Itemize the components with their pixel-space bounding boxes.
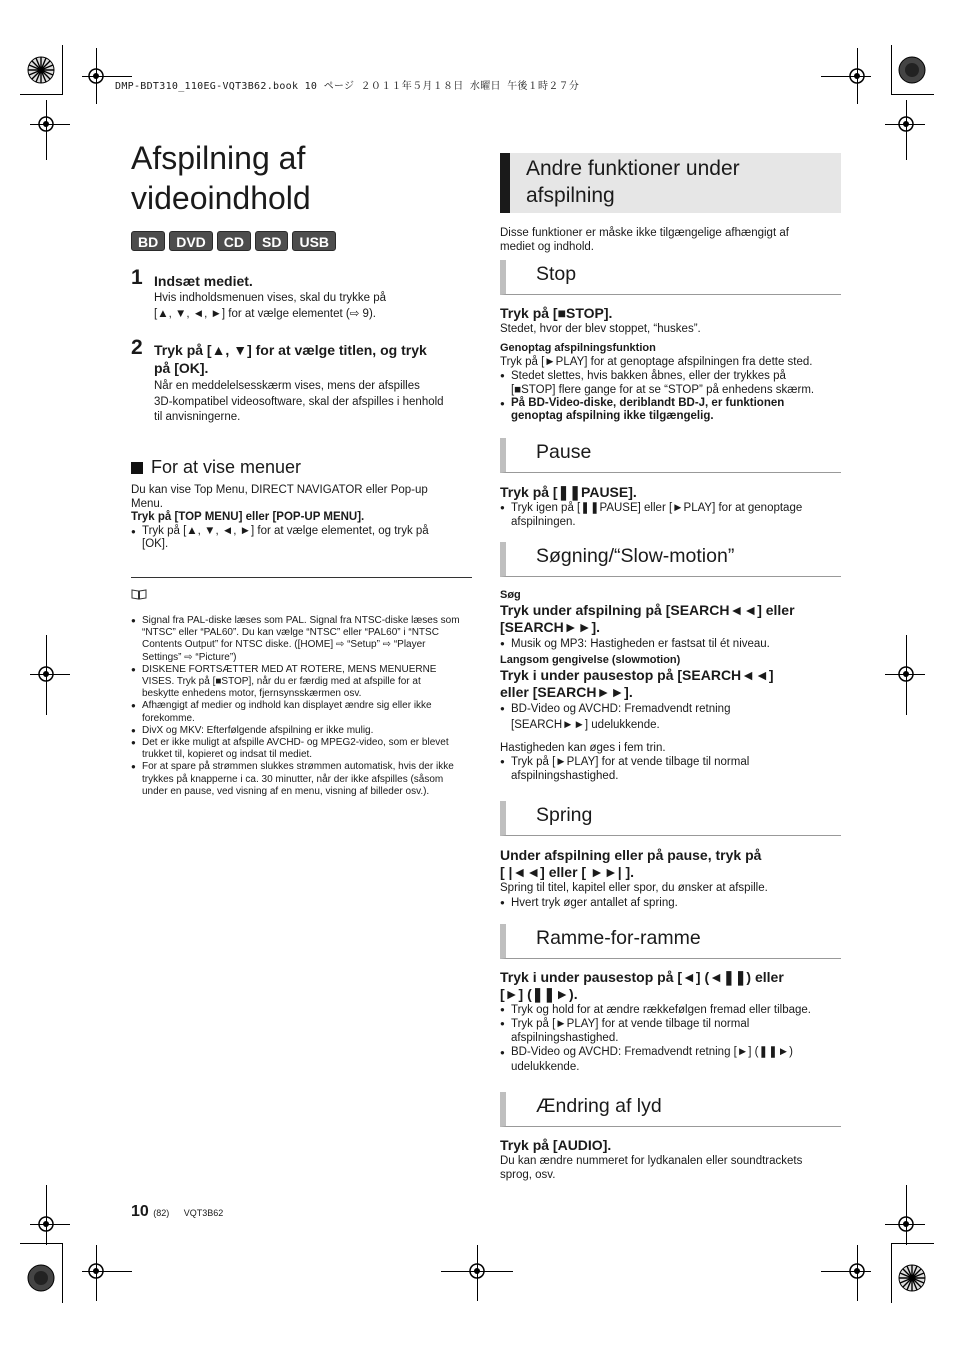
text-line: Genoptag afspilningsfunktion xyxy=(500,342,656,354)
text-line: ● Tryk på [►PLAY] for at vende tilbage til normal xyxy=(511,1018,750,1030)
text-line: ● BD-Video og AVCHD: Fremadvendt retning xyxy=(511,703,731,715)
text-line: Når en meddelelsesskærm vises, mens der afspilles xyxy=(154,380,420,392)
registration-mark-icon xyxy=(33,111,59,137)
text-line: Tryk i under pausestop på [◄] (◄❚❚) eller xyxy=(500,969,784,985)
color-target-icon xyxy=(898,1264,926,1292)
step-2-text xyxy=(154,379,474,426)
color-target-icon xyxy=(898,56,926,84)
skip-heading xyxy=(500,801,841,836)
text-line: afspilningshastighed. xyxy=(511,770,619,782)
step-2-number: 2 xyxy=(131,336,143,359)
step-2-heading xyxy=(154,341,474,377)
list-item xyxy=(500,501,845,529)
registration-mark-icon xyxy=(893,661,919,687)
text-line: ● Signal fra PAL-diske læses som PAL. Signal fra NTSC-diske læses som xyxy=(142,615,460,626)
frame-heading xyxy=(500,924,841,959)
text-line: Tryk på [TOP MENU] eller [POP-UP MENU]. xyxy=(131,511,365,523)
page-number xyxy=(131,1203,223,1221)
text-line: Hvis indholdsmenuen vises, skal du trykke på xyxy=(154,292,387,304)
text-line: trukket til, kopieret og indsat til mediet. xyxy=(142,749,313,761)
step-1-text xyxy=(154,291,474,322)
text-line: [SEARCH►►] udelukkende. xyxy=(511,719,660,731)
badge-bd: BD xyxy=(131,231,165,251)
registration-mark-icon xyxy=(33,661,59,687)
text-line: Settings” ⇨ “Picture”) xyxy=(142,651,237,663)
text-line: under en pause, ved visning af en menu, visning af billeder osv.). xyxy=(142,785,430,797)
note-item xyxy=(131,761,472,798)
list-item xyxy=(500,369,845,397)
text-line: ● Tryk på [►PLAY] for at vende tilbage til normal xyxy=(511,756,750,768)
list-item: ● Musik og MP3: Hastigheden er fastsat til ét niveau. xyxy=(500,636,845,652)
text-line: ● BD-Video og AVCHD: Fremadvendt retning [►] (❚❚►) xyxy=(511,1046,793,1058)
note-item xyxy=(131,737,472,761)
search-heading-text: Søgning/“Slow-motion” xyxy=(536,545,735,567)
text-line: Stedet, hvor der blev stoppet, “huskes”. xyxy=(500,323,701,335)
audio-heading xyxy=(500,1092,841,1127)
text-line: sprog, osv. xyxy=(500,1169,556,1181)
registration-mark-icon xyxy=(83,1258,109,1284)
skip-content xyxy=(500,847,845,911)
registration-mark-icon xyxy=(893,1211,919,1237)
document-code: VQT3B62 xyxy=(183,1208,224,1218)
text-line: ● Det er ikke muligt at afspille AVCHD- og MPEG2-video, som er blevet xyxy=(142,737,449,749)
text-line: Tryk under afspilning på [SEARCH◄◄] eller xyxy=(500,602,795,618)
list-item xyxy=(500,1045,845,1075)
frame-content xyxy=(500,969,845,1075)
audio-content xyxy=(500,1137,845,1182)
text-line: afspilningshastighed. xyxy=(511,1032,619,1044)
text-line: Tryk på [►PLAY] for at genoptage afspilningen fra dette sted. xyxy=(500,356,813,368)
text-line: Contents Output” for NTSC diske. ([HOME] ⇨ “Setup” ⇨ “Player xyxy=(142,639,426,651)
text-line: afspilningen. xyxy=(511,516,576,528)
text-line: ● Stedet slettes, hvis bakken åbnes, eller der trykkes på xyxy=(511,370,786,382)
text-line: ● Tryk igen på [❚❚PAUSE] eller [►PLAY] for at genoptage xyxy=(511,502,803,514)
badge-usb: USB xyxy=(292,231,336,251)
text-line: ● DISKENE FORTSÆTTER MED AT ROTERE, MENS MENUERNE xyxy=(142,663,437,675)
text-line: Tryk på [AUDIO]. xyxy=(500,1137,612,1153)
note-item xyxy=(131,700,472,724)
stop-content xyxy=(500,305,845,423)
text-line: [OK]. xyxy=(142,538,169,550)
text-line: ● DivX og MKV: Efterfølgende afspilning er ikke mulig. xyxy=(142,724,374,736)
note-item xyxy=(131,725,472,737)
text-line: Hastigheden kan øges i fem trin. xyxy=(500,742,666,754)
search-content xyxy=(500,588,845,783)
text-line: [SEARCH►►]. xyxy=(500,619,601,635)
section-heading-text xyxy=(526,155,740,209)
text-line: udelukkende. xyxy=(511,1061,580,1073)
text-line: trykkes på knapperne i ca. 30 minutter, når der ikke afspilles (såsom xyxy=(142,773,444,785)
text-line: på [OK]. xyxy=(154,360,209,376)
text-line: eller [SEARCH►►]. xyxy=(500,684,633,700)
text-line: Tryk på [■STOP]. xyxy=(500,305,613,321)
registration-mark-icon xyxy=(33,1211,59,1237)
page-title-line1: Afspilning af xyxy=(131,140,306,176)
badge-sd: SD xyxy=(255,231,288,251)
text-line: Tryk på [❚❚PAUSE]. xyxy=(500,484,637,500)
text-line: [ |◄◄] eller [ ►►| ]. xyxy=(500,864,635,880)
registration-mark-icon xyxy=(464,1258,490,1284)
text-line: Spring til titel, kapitel eller spor, du ønsker at afspille. xyxy=(500,882,768,894)
badge-dvd: DVD xyxy=(169,231,213,251)
menus-text xyxy=(131,484,472,552)
section-heading xyxy=(500,153,841,213)
text-line: [▲, ▼, ◄, ►] for at vælge elementet (⇨ 9). xyxy=(154,307,376,320)
text-line: Andre funktioner under xyxy=(526,157,740,180)
text-line: afspilning xyxy=(526,184,615,207)
text-line: mediet og indhold. xyxy=(500,241,594,253)
page-title xyxy=(131,138,451,218)
list-item xyxy=(500,755,845,783)
registration-mark-icon xyxy=(844,63,870,89)
text-line: forekomme. xyxy=(142,712,195,724)
text-line: [■STOP] flere gange for at se “STOP” på enhedens skærm. xyxy=(511,384,815,396)
text-line: [►] (❚❚►). xyxy=(500,986,578,1002)
skip-heading-text: Spring xyxy=(536,804,593,826)
list-item xyxy=(500,397,845,423)
menus-heading xyxy=(131,457,301,478)
page-number-sub: (82) xyxy=(153,1208,170,1218)
text-line: “NTSC” eller “PAL60”. Du kan vælge “NTSC” eller “PAL60” i “NTSC xyxy=(142,627,439,639)
media-badges xyxy=(131,231,336,251)
stop-heading xyxy=(500,260,841,295)
text-line: Menu. xyxy=(131,497,163,510)
pause-heading xyxy=(500,438,841,473)
page-title-line2: videoindhold xyxy=(131,180,311,216)
badge-cd: CD xyxy=(217,231,251,251)
text-line: Tryk på [▲, ▼] for at vælge titlen, og tryk xyxy=(154,342,427,358)
step-1-number: 1 xyxy=(131,266,143,289)
text-line: Du kan ændre nummeret for lydkanalen eller soundtrackets xyxy=(500,1155,803,1167)
page-number-main: 10 xyxy=(131,1203,149,1220)
text-line: ● På BD-Video-diske, deriblandt BD-J, er funktionen xyxy=(511,397,785,409)
note-item xyxy=(131,664,472,701)
text-line: beskytte enhedens motor, fjernsynsskærmen osv. xyxy=(142,688,362,700)
text-line: ● For at spare på strømmen slukkes strømmen automatisk, hvis der ikke xyxy=(142,761,454,773)
text-line: Under afspilning eller på pause, tryk på xyxy=(500,847,762,863)
book-icon xyxy=(131,587,472,605)
stop-heading-text: Stop xyxy=(536,263,577,285)
text-line: Tryk i under pausestop på [SEARCH◄◄] xyxy=(500,667,774,683)
list-item xyxy=(500,701,845,733)
square-bullet-icon xyxy=(131,462,143,474)
audio-heading-text: Ændring af lyd xyxy=(536,1095,662,1117)
pause-content xyxy=(500,484,845,529)
text-line: genoptag afspilning ikke tilgængelig. xyxy=(511,410,714,422)
menus-heading-text: For at vise menuer xyxy=(151,457,302,477)
text-line: ● Afhængigt af medier og indhold kan displayet ændre sig eller ikke xyxy=(142,700,432,712)
text-line: ● Tryk på [▲, ▼, ◄, ►] for at vælge elementet, og tryk på xyxy=(142,524,429,537)
search-heading xyxy=(500,542,841,577)
text-line: VISES. Tryk på [■STOP], når du er færdig med at afspille for at xyxy=(142,676,421,688)
text-line: Disse funktioner er måske ikke tilgængelige afhængigt af xyxy=(500,227,789,239)
list-item xyxy=(500,1017,845,1045)
notes-list xyxy=(131,615,472,798)
text-line: 3D-kompatibel videosoftware, skal der afspilles i henhold xyxy=(154,395,444,408)
color-target-icon xyxy=(27,1264,55,1292)
registration-mark-icon xyxy=(893,111,919,137)
notes-box xyxy=(131,577,472,798)
file-info: DMP-BDT310_110EG-VQT3B62.book 10 ページ ２０１１年５月１８日 水曜日 午後１時２７分 xyxy=(115,81,580,92)
list-item: ● Tryk og hold for at ændre rækkefølgen fremad eller tilbage. xyxy=(500,1003,845,1017)
pause-heading-text: Pause xyxy=(536,441,592,463)
text-line: Du kan vise Top Menu, DIRECT NAVIGATOR eller Pop-up xyxy=(131,484,428,496)
color-target-icon xyxy=(27,56,55,84)
note-item xyxy=(131,615,472,664)
list-item xyxy=(131,525,472,552)
text-line: til anvisningerne. xyxy=(154,411,241,423)
registration-mark-icon xyxy=(844,1258,870,1284)
text-line: Langsom gengivelse (slowmotion) xyxy=(500,654,681,666)
list-item: ● Hvert tryk øger antallet af spring. xyxy=(500,895,845,911)
text-line: Søg xyxy=(500,589,521,601)
registration-mark-icon xyxy=(83,63,109,89)
frame-heading-text: Ramme-for-ramme xyxy=(536,927,701,949)
step-1-heading: Indsæt mediet. xyxy=(154,273,253,289)
section-intro xyxy=(500,226,845,254)
